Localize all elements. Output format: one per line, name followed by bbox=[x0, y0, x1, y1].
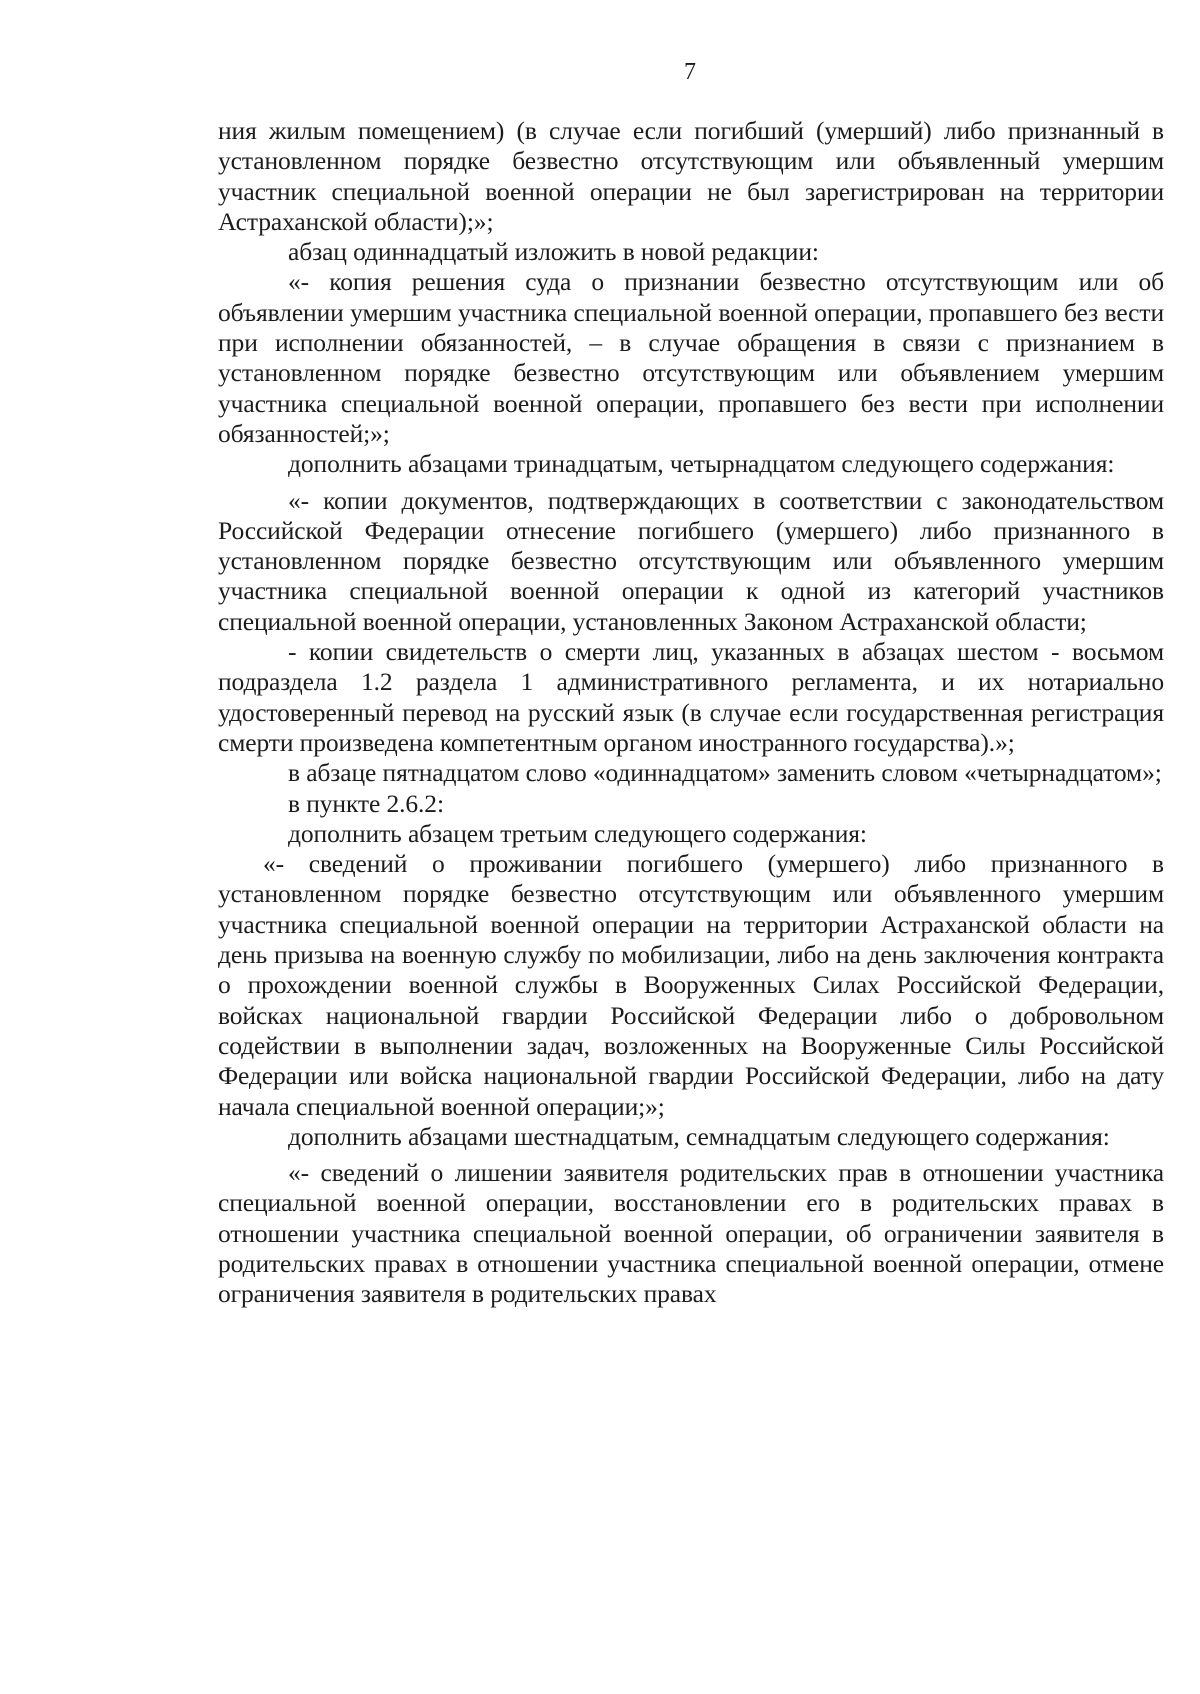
paragraph-quoted: «- сведений о лишении заявителя родительских прав в отношении участника специальной военной операции, восстановлении его в родительских правах в отношении участника специальной военной операции, об ограничении заявителя в родительских правах в отношении участника специальной военной операции, отмене ограничения заявителя в родительских правах bbox=[218, 1158, 1164, 1309]
paragraph-quoted: «- сведений о проживании погибшего (умершего) либо признанного в установленном порядке безвестно отсутствующим или объявленного умершим участника специальной военной операции на территории Астраханской области на день призыва на военную службу по мобилизации, либо на день заключения контракта о прохождении военной службы в Вооруженных Силах Российской Федерации, войсках национальной гвардии Российской Федерации либо о добровольном содействии в выполнении задач, возложенных на Вооруженные Силы Российской Федерации или войска национальной гвардии Российской Федерации, либо на дату начала специальной военной операции;»; bbox=[218, 849, 1164, 1121]
paragraph-quoted: - копии свидетельств о смерти лиц, указанных в абзацах шестом - восьмом подраздела 1.2 раздела 1 административного регламента, и их нотариально удостоверенный перевод на русский язык (в случае если государственная регистрация смерти произведена компетентным органом иностранного государства).»; bbox=[218, 637, 1164, 757]
paragraph-quoted: «- копия решения суда о признании безвестно отсутствующим или об объявлении умершим участника специальной военной операции, пропавшего без вести при исполнении обязанностей, – в случае обращения в связи с признанием в установленном порядке безвестно отсутствующим или объявлением умершим участника специальной военной операции, пропавшего без вести при исполнении обязанностей;»; bbox=[218, 267, 1164, 448]
page-number: 7 bbox=[684, 59, 696, 85]
paragraph-instruction: дополнить абзацами тринадцатым, четырнадцатом следующего содержания: bbox=[288, 449, 1115, 479]
paragraph-continuation: ния жилым помещением) (в случае если погибший (умерший) либо признанный в установленном порядке безвестно отсутствующим или объявленный умершим участник специальной военной операции не был зарегистрирован на территории Астраханской области);»; bbox=[218, 116, 1164, 236]
paragraph-instruction: дополнить абзацами шестнадцатым, семнадцатым следующего содержания: bbox=[288, 1121, 1110, 1151]
paragraph-quoted: «- копии документов, подтверждающих в соответствии с законодательством Российской Федерации отнесение погибшего (умершего) либо признанного в установленном порядке безвестно отсутствующим или объявленного умершим участника специальной военной операции к одной из категорий участников специальной военной операции, установленных Законом Астраханской области; bbox=[218, 485, 1164, 636]
paragraph-instruction: дополнить абзацем третьим следующего содержания: bbox=[288, 818, 867, 848]
paragraph-instruction: в пункте 2.6.2: bbox=[288, 788, 444, 818]
document-body bbox=[218, 116, 1164, 1310]
paragraph-instruction: абзац одиннадцатый изложить в новой редакции: bbox=[288, 237, 819, 267]
paragraph-instruction: в абзаце пятнадцатом слово «одиннадцатом» заменить словом «четырнадцатом»; bbox=[288, 758, 1162, 788]
